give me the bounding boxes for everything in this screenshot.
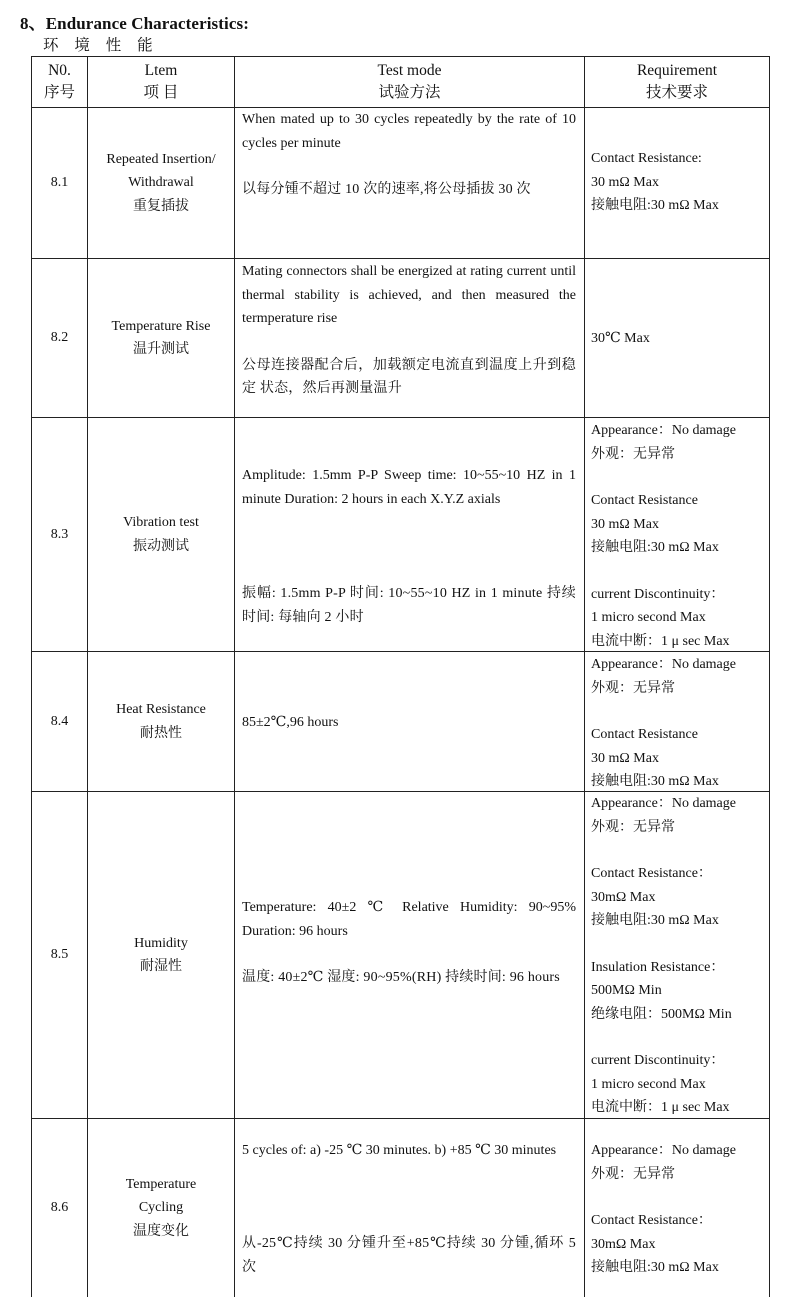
row-number: 8.3 bbox=[50, 526, 69, 542]
row-number: 8.4 bbox=[50, 713, 69, 729]
test-mode-en: Temperature: 40±2 ℃ Relative Humidity: 90~95% Duration: 96 hours bbox=[242, 900, 576, 939]
requirement-line: Contact Resistance： bbox=[591, 1213, 712, 1228]
requirement-line: Appearance：No damage bbox=[591, 423, 736, 438]
requirement-line: 接触电阻:30 mΩ Max bbox=[591, 540, 719, 555]
row-number: 8.5 bbox=[50, 947, 69, 963]
table-rule bbox=[769, 56, 770, 1297]
requirement-line: Contact Resistance: bbox=[591, 151, 702, 166]
row-item-line: Vibration test bbox=[123, 515, 199, 530]
requirement-line: 30 mΩ Max bbox=[591, 516, 659, 532]
test-mode-en: When mated up to 30 cycles repeatedly by the rate of 10 cycles per minute bbox=[242, 112, 576, 151]
row-item bbox=[88, 792, 234, 1118]
requirement-line: Contact Resistance bbox=[591, 493, 698, 508]
row-item-line: 重复插拔 bbox=[133, 198, 189, 214]
row-item-line: 温度变化 bbox=[133, 1223, 189, 1239]
row-item-line: Repeated Insertion/ bbox=[106, 151, 216, 167]
requirement-line: current Discontinuity： bbox=[591, 586, 725, 602]
row-item bbox=[88, 108, 234, 258]
requirement-line: 绝缘电阻：500MΩ Min bbox=[591, 1006, 732, 1022]
requirement-line: 外观：无异常 bbox=[591, 819, 675, 835]
row-requirement bbox=[591, 792, 767, 1120]
requirement-line: Appearance：No damage bbox=[591, 657, 736, 672]
header-test-zh: 试验方法 bbox=[378, 84, 441, 101]
row-test-mode bbox=[242, 711, 576, 735]
row-test-mode bbox=[242, 896, 576, 990]
row-number: 8.1 bbox=[50, 175, 69, 191]
requirement-line: 外观：无异常 bbox=[591, 680, 675, 696]
header-number bbox=[32, 57, 87, 107]
requirement-line: 电流中断：1 μ sec Max bbox=[591, 633, 730, 649]
row-item bbox=[88, 1119, 234, 1297]
requirement-line: 外观：无异常 bbox=[591, 446, 675, 462]
requirement-line: 500MΩ Min bbox=[591, 983, 662, 998]
row-item-line: Heat Resistance bbox=[116, 702, 206, 717]
header-test-en: Test mode bbox=[377, 62, 442, 79]
test-mode-en: 85±2℃,96 hours bbox=[242, 715, 339, 730]
requirement-line: 接触电阻:30 mΩ Max bbox=[591, 913, 719, 928]
header-item-en: Ltem bbox=[144, 62, 178, 79]
test-mode-zh: 公母连接器配合后，加载额定电流直到温度上升到稳定 状态，然后再测量温升 bbox=[242, 357, 576, 396]
row-item-line: 温升测试 bbox=[133, 342, 189, 357]
requirement-line: 接触电阻:30 mΩ Max bbox=[591, 1260, 719, 1275]
section-title: 8、Endurance Characteristics: bbox=[20, 14, 249, 33]
requirement-line: 30mΩ Max bbox=[591, 1236, 656, 1252]
table-rule bbox=[234, 56, 235, 1297]
row-requirement bbox=[591, 419, 767, 653]
row-test-mode bbox=[242, 260, 576, 401]
requirement-line: 30℃ Max bbox=[591, 331, 650, 346]
row-number: 8.2 bbox=[50, 330, 69, 346]
header-requirement bbox=[585, 57, 769, 107]
requirement-line: 外观：无异常 bbox=[591, 1166, 675, 1182]
header-req-zh: 技术要求 bbox=[645, 84, 708, 101]
row-test-mode bbox=[242, 108, 576, 202]
row-item-line: Cycling bbox=[138, 1200, 184, 1216]
test-mode-zh: 以每分锺不超过 10 次的速率,将公母插拔 30 次 bbox=[242, 182, 531, 197]
row-item bbox=[88, 418, 234, 651]
header-number-en: N0. bbox=[48, 62, 71, 79]
test-mode-en: 5 cycles of: a) -25 ℃ 30 minutes. b) +85 ℃ 30 minutes bbox=[242, 1143, 557, 1158]
requirement-line: 接触电阻:30 mΩ Max bbox=[591, 198, 719, 213]
requirement-line: current Discontinuity： bbox=[591, 1053, 725, 1068]
requirement-line: 电流中断：1 μ sec Max bbox=[591, 1100, 730, 1115]
test-mode-en: Amplitude: 1.5mm P-P Sweep time: 10~55~10 HZ in 1 minute Duration: 2 hours in each X.Y.Z axials bbox=[242, 468, 576, 507]
requirement-line: Contact Resistance： bbox=[591, 866, 712, 881]
row-requirement bbox=[591, 1139, 767, 1280]
requirement-line: Appearance：No damage bbox=[591, 796, 736, 811]
requirement-line: 1 micro second Max bbox=[591, 1076, 706, 1092]
requirement-line: Contact Resistance bbox=[591, 727, 698, 742]
row-test-mode-zh bbox=[242, 1232, 576, 1279]
row-item-line: Humidity bbox=[134, 935, 188, 951]
row-item-line: Temperature Rise bbox=[111, 318, 211, 334]
row-number: 8.6 bbox=[50, 1200, 69, 1216]
test-mode-zh: 从-25℃持续 30 分锺升至+85℃持续 30 分锺,循环 5 次 bbox=[242, 1236, 576, 1275]
row-item-line: Withdrawal bbox=[128, 175, 194, 191]
table-rule bbox=[584, 56, 585, 1297]
requirement-line: Insulation Resistance： bbox=[591, 959, 725, 975]
header-item-zh: 项 目 bbox=[143, 84, 179, 101]
endurance-table bbox=[31, 56, 770, 1297]
requirement-line: 30 mΩ Max bbox=[591, 174, 659, 190]
requirement-line: 接触电阻:30 mΩ Max bbox=[591, 774, 719, 789]
row-item-line: 耐热性 bbox=[140, 725, 182, 741]
header-test-mode bbox=[235, 57, 584, 107]
row-item bbox=[88, 259, 234, 417]
row-item bbox=[88, 652, 234, 791]
requirement-line: 1 micro second Max bbox=[591, 610, 706, 625]
requirement-line: 30mΩ Max bbox=[591, 889, 656, 905]
test-mode-zh: 温度: 40±2℃ 湿度: 90~95%(RH) 持续时间: 96 hours bbox=[242, 970, 560, 985]
row-requirement bbox=[591, 653, 767, 794]
header-req-en: Requirement bbox=[636, 62, 718, 79]
row-test-mode-zh bbox=[242, 582, 576, 629]
test-mode-zh: 振幅: 1.5mm P-P 时间: 10~55~10 HZ in 1 minute 持续时间: 每轴向 2 小时 bbox=[242, 586, 576, 625]
header-number-zh: 序号 bbox=[43, 84, 75, 101]
row-requirement bbox=[591, 327, 767, 351]
row-test-mode bbox=[242, 464, 576, 511]
test-mode-en: Mating connectors shall be energized at rating current until thermal stability is achieved, and then measured the termperature rise bbox=[242, 264, 576, 326]
row-requirement bbox=[591, 147, 767, 218]
row-item-line: 振动测试 bbox=[133, 538, 189, 554]
row-item-line: Temperature bbox=[125, 1176, 197, 1192]
section-subtitle: 环 境 性 能 bbox=[43, 37, 159, 54]
row-test-mode bbox=[242, 1139, 576, 1163]
header-item bbox=[88, 57, 234, 107]
requirement-line: 30 mΩ Max bbox=[591, 750, 659, 766]
row-item-line: 耐湿性 bbox=[140, 959, 182, 974]
requirement-line: Appearance：No damage bbox=[591, 1143, 736, 1158]
